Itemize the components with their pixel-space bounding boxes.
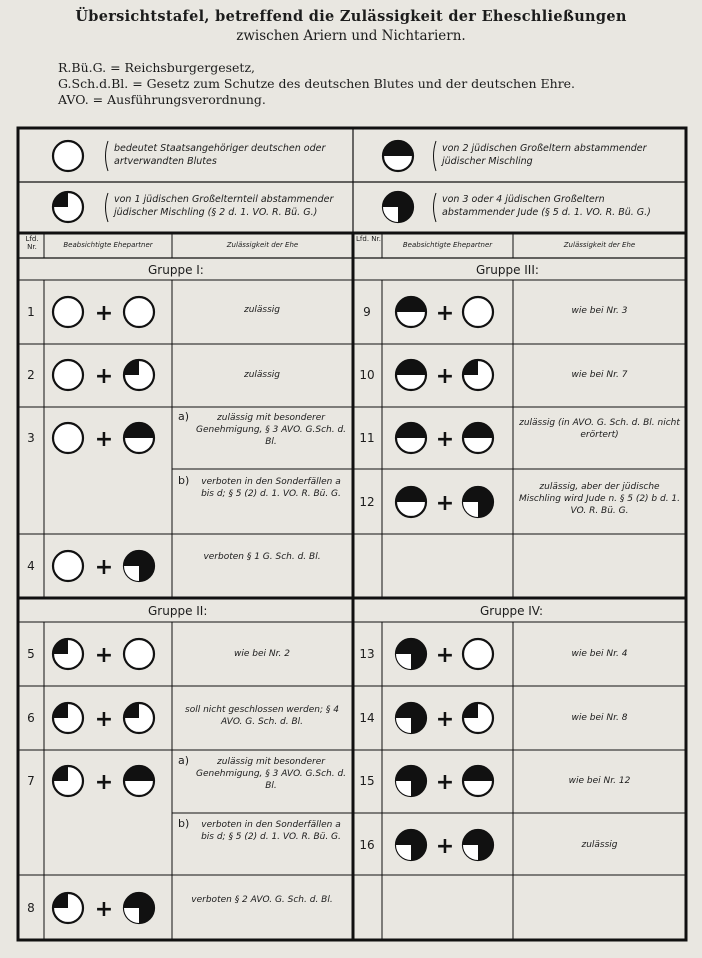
row-number: 11: [359, 431, 375, 445]
plus-sign: +: [94, 364, 114, 389]
row-number: 9: [363, 305, 371, 319]
page-subtitle: zwischen Ariern und Nichtariern.: [236, 28, 466, 44]
legend-quarter-text: von 1 jüdischen Großelternteil abstammender jüdischer Mischling (§ 2 d. 1. VO. R. Bü. G.): [114, 194, 334, 218]
row-1-rule: zulässig: [243, 305, 281, 315]
row-7-a-rule: zulässig mit besonderer Genehmigung, § 3 AVO. G.Sch. d. Bl.: [195, 757, 347, 792]
row-number: 6: [27, 711, 35, 725]
row-number: 5: [27, 647, 35, 661]
plus-sign: +: [94, 897, 114, 922]
row-13-rule: wie bei Nr. 4: [571, 649, 628, 659]
legend-jew-text: von 3 oder 4 jüdischen Großeltern abstammender Jude (§ 5 d. 1. VO. R. Bü. G.): [442, 194, 651, 218]
abbreviation-gschdbl: G.Sch.d.Bl. = Gesetz zum Schutze des deutschen Blutes und der deutschen Ehre.: [58, 76, 576, 91]
abbreviation-avo: AVO. = Ausführungsverordnung.: [58, 92, 266, 107]
column-header-num-left: Lfd. Nr.: [25, 235, 39, 251]
page-title: Übersichtstafel, betreffend die Zulässigkeit der Eheschließungen: [75, 8, 627, 25]
abbreviation-rbueg: R.Bü.G. = Reichsburgergesetz,: [58, 60, 255, 75]
row-number: 12: [359, 495, 375, 509]
plus-sign: +: [435, 364, 455, 389]
legend-half-text: von 2 jüdischen Großeltern abstammender jüdischer Mischling: [442, 143, 647, 167]
row-number: 8: [27, 901, 35, 915]
plus-sign: +: [94, 643, 114, 668]
row-5-rule: wie bei Nr. 2: [234, 649, 290, 659]
legend-jew-circle-icon: [383, 192, 413, 222]
plus-sign: +: [94, 301, 114, 326]
column-header-num-right: Lfd. Nr.: [356, 235, 381, 243]
row-3-b-label: b): [178, 474, 190, 487]
row-3-b-rule: verboten in den Sonderfällen a bis d; § 5 (2) d. 1. VO. R. Bü. G.: [201, 477, 341, 500]
group-1-heading: Gruppe I:: [148, 263, 204, 277]
group-2-heading: Gruppe II:: [148, 604, 208, 618]
column-header-legality-right: Zulässigkeit der Ehe: [563, 241, 636, 249]
row-16-rule: zulässig: [581, 840, 618, 850]
row-6-rule: soll nicht geschlossen werden; § 4 AVO. G. Sch. d. Bl.: [185, 705, 339, 728]
column-header-legality-left: Zulässigkeit der Ehe: [226, 241, 299, 249]
row-number: 13: [359, 647, 375, 661]
plus-sign: +: [94, 707, 114, 732]
plus-sign: +: [435, 707, 455, 732]
row-2-rule: zulässig: [243, 370, 281, 380]
legend-aryan-circle-icon: [53, 141, 83, 171]
row-11-rule: zulässig (in AVO. G. Sch. d. Bl. nicht erörtert): [519, 418, 680, 441]
row-number: 7: [27, 774, 35, 788]
row-12-rule: zulässig, aber der jüdische Mischling wird Jude n. § 5 (2) b d. 1. VO. R. Bü. G.: [518, 482, 681, 517]
column-header-partners-left: Beabsichtigte Ehepartner: [63, 241, 153, 249]
row-number: 1: [27, 305, 35, 319]
row-8-rule: verboten § 2 AVO. G. Sch. d. Bl.: [191, 895, 333, 905]
row-3-a-label: a): [178, 410, 190, 423]
plus-sign: +: [94, 770, 114, 795]
row-7-b-label: b): [178, 817, 190, 830]
row-number: 4: [27, 559, 35, 573]
row-7-b-rule: verboten in den Sonderfällen a bis d; § 5 (2) d. 1. VO. R. Bü. G.: [201, 820, 341, 843]
row-number: 16: [359, 838, 375, 852]
legend-quarter-circle-icon: [53, 192, 83, 222]
row-9-rule: wie bei Nr. 3: [571, 306, 628, 316]
plus-sign: +: [435, 491, 455, 516]
row-3-a-rule: zulässig mit besonderer Genehmigung, § 3 AVO. G.Sch. d. Bl.: [195, 413, 347, 448]
plus-sign: +: [435, 834, 455, 859]
row-14-rule: wie bei Nr. 8: [571, 713, 628, 723]
row-number: 15: [359, 774, 375, 788]
row-number: 10: [359, 368, 375, 382]
legend-half-circle-icon: [383, 141, 413, 171]
plus-sign: +: [435, 301, 455, 326]
row-10-rule: wie bei Nr. 7: [571, 370, 628, 380]
row-7-a-label: a): [178, 754, 190, 767]
row-15-rule: wie bei Nr. 12: [568, 776, 631, 786]
column-header-partners-right: Beabsichtigte Ehepartner: [402, 241, 493, 249]
row-number: 2: [27, 368, 35, 382]
plus-sign: +: [94, 427, 114, 452]
row-4-rule: verboten § 1 G. Sch. d. Bl.: [203, 552, 321, 562]
group-4-heading: Gruppe IV:: [480, 604, 544, 618]
row-number: 14: [359, 711, 375, 725]
plus-sign: +: [435, 427, 455, 452]
group-3-heading: Gruppe III:: [476, 263, 539, 277]
legend-aryan-text: bedeutet Staatsangehöriger deutschen oder artverwandten Blutes: [114, 143, 326, 167]
plus-sign: +: [435, 643, 455, 668]
plus-sign: +: [94, 555, 114, 580]
row-number: 3: [27, 431, 35, 445]
plus-sign: +: [435, 770, 455, 795]
